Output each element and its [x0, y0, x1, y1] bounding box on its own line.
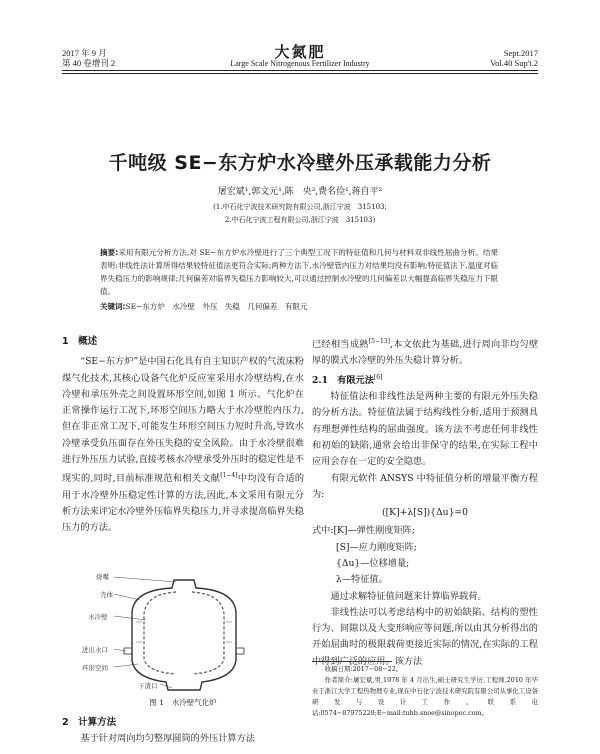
right-para-top	[312, 334, 538, 370]
affiliation-1: (1.中石化宁波技术研究院有限公司,浙江宁波 315103;	[213, 203, 387, 211]
def-s: [S]—应力刚度矩阵;	[336, 541, 417, 553]
para-nonlinear: 非线性法可以考虑结构中的初始缺陷、结构的塑性行为、间隙以及大变形响应等问题,所以由其分析得出的开始屈曲时的极限载荷更接近实际的情况,在实际的工程中得到广泛的应用。该方法	[312, 606, 538, 667]
left-column	[62, 334, 304, 537]
leader-burner	[114, 577, 176, 582]
footnotes	[312, 664, 538, 719]
para-ansys: 有限元软件 ANSYS 中特征值分析的增量平衡方程为:	[312, 472, 538, 500]
header-volume: 第 40 卷增刊 2	[62, 58, 116, 68]
header-volume-en: Vol.40 Sup't.2	[490, 58, 538, 68]
section-2-1-heading	[312, 370, 538, 389]
section-1-heading: 1 概述	[62, 336, 98, 347]
header-date-en: Sept.2017	[503, 48, 538, 58]
header-rule-thin	[62, 73, 538, 74]
author-list: 屠宏斌¹,郭文元¹,陈 央²,费名俭¹,蒋自平²	[217, 187, 383, 197]
abstract-text: 采用有限元分析方法,对 SE−东方炉水冷壁进行了三个典型工况下的特征值和几何与材料双非线性屈曲分析。结果表明:非线性法计算所得结果较特征值法更符合实际;两种方法下,水冷壁管内压力对结果均没有影响;特征值法下,温度对临界失稳压力的影响规律;几何偏差对临界失稳压力影响较大,可以通过控制水冷壁的几何偏差以大幅提高临界失稳压力下限值。	[100, 248, 499, 296]
section-1-text: “SE−东方炉”是中国石化具有自主知识产权的气流床粉煤气化技术,其核心设备气化炉反应室采用水冷壁结构,在水冷壁和承压外壳之间设置环形空间,如图 1 所示。气化炉在正常操作运行工况下,环形空间压力略大于水冷壁腔内压力,但在非正常工况下,可能发生环形空间压力短时升高,导致水冷壁承受负压面存在外压失稳的安全风险。由于水冷壁很难进行外压压力试验,直接考核水冷壁承受外压时的稳定性是不现实的,同时,目前标准规范和相关文献	[62, 356, 304, 485]
citation-ref: [6]	[373, 373, 383, 381]
section-2	[62, 715, 304, 748]
keywords	[100, 301, 498, 313]
label-slag-outlet: 下渣口	[138, 682, 158, 690]
label-water-wall: 水冷壁	[88, 613, 108, 621]
def-k: 式中:[K]—弹性刚度矩阵;	[312, 525, 415, 537]
section-2-text: 基于针对周向均匀整厚圆筒的外压计算方法	[80, 733, 255, 745]
leader-shell	[114, 594, 140, 600]
right-para-top-text-2: ,本文依此为基础,进行周向非均匀壁厚的膜式水冷壁的外压失稳计算分析。	[312, 339, 539, 367]
shell-outline	[132, 580, 236, 690]
label-annular-space: 环形空间	[82, 664, 108, 672]
abstract-label: 摘要:	[100, 248, 119, 257]
header-date: 2017 年 9 月	[62, 48, 107, 58]
water-wall-left	[144, 592, 176, 674]
gasifier-figure	[84, 572, 284, 692]
citation-ref: [5−13]	[368, 338, 390, 345]
figure-1-caption: 图 1 水冷壁气化炉	[149, 698, 217, 707]
journal-logo: 大氮肥	[274, 43, 326, 61]
citation-ref: [1−4]	[220, 472, 238, 480]
section-2-1-title: 2.1 有限元法	[312, 374, 374, 386]
keywords-label: 关键词:	[100, 302, 126, 311]
footnote-received: 收稿日期:2017−08−22。	[324, 665, 403, 673]
water-wall-right	[192, 592, 224, 674]
label-inlet-outlet: 进出水口	[82, 646, 108, 654]
def-du: {Δu}—位移增量;	[336, 557, 410, 569]
right-para-top-text: 已经相当成熟	[312, 339, 369, 351]
header-rule	[62, 70, 538, 71]
footnote-author-bio: 作者简介:屠宏斌,男,1978 年 4 月出生,硕士研究生学历,工程师,2010 年毕业于浙江大学工程热物理专业,现在中石化宁波技术研究院有限公司从事化工设备研发与设计工作。联系电话:0574−87975229;E−mail:tuhb.snoe@sinopec.com。	[312, 676, 538, 717]
keywords-text: SE−东方炉 水冷壁 外压 失稳 几何偏差 有限元	[125, 302, 308, 311]
article-title: 千吨级 SE−东方炉水冷壁外压承载能力分析	[108, 152, 492, 174]
leader-water-wall	[114, 616, 146, 620]
para-critical-load: 通过求解特征值问题来计算临界载荷。	[330, 590, 487, 602]
equation: ([K]+λ[S]){Δu}=0	[382, 507, 468, 519]
footnote-rule	[312, 661, 392, 662]
section-2-heading: 2 计算方法	[62, 717, 117, 728]
label-burner: 烧嘴	[96, 573, 109, 581]
def-lambda: λ—特征值。	[336, 574, 388, 586]
affiliation-2: 2.中石化宁波工程有限公司,浙江宁波 315103)	[224, 216, 376, 224]
section-1-body	[62, 354, 304, 536]
nozzle-right	[236, 648, 244, 654]
header-issue-info-en	[490, 48, 538, 68]
label-shell: 壳体	[100, 591, 113, 599]
section-1-text-2: 中均没有合适的用于水冷壁外压稳定性计算的方法,因此,本文采用有限元分析方法来评定水冷壁外压临界失稳压力,并寻求提高临界失稳压力的方法。	[62, 473, 305, 534]
journal-english-title: Large Scale Nitrogenous Fertilizer Industry	[230, 59, 370, 68]
right-column	[312, 334, 538, 670]
para-methods: 特征值法和非线性法是两种主要的有限元外压失稳的分析方法。特征值法属于结构线性分析,适用于预测具有理想弹性结构的屈曲强度。该方法不考虑任何非线性和初始的缺陷,通常会给出非保守的结果,在实际工程中应用会存在一定的安全隐患。	[312, 391, 538, 468]
abstract	[100, 246, 498, 298]
